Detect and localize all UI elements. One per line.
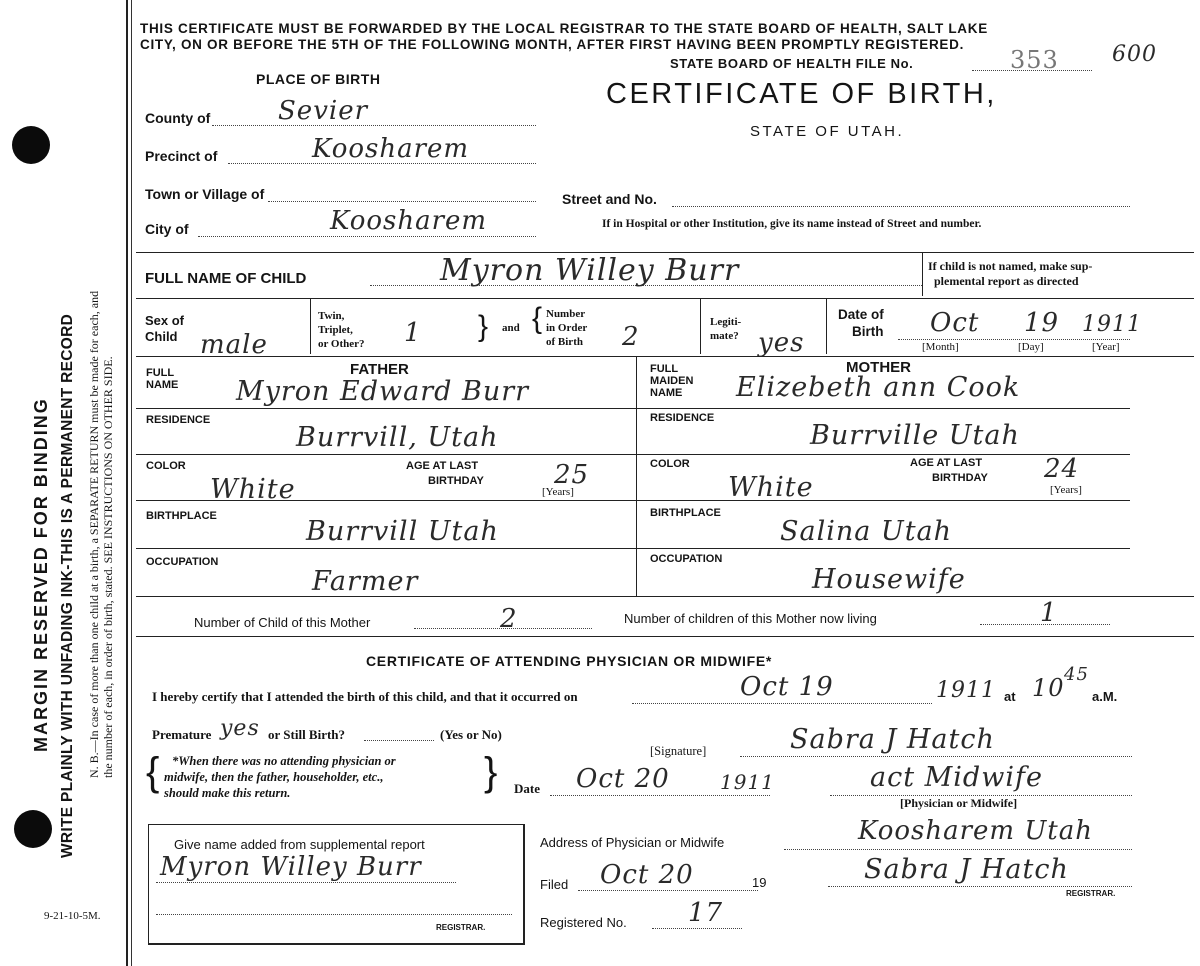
date-value: Oct 20 (576, 764, 670, 794)
order-label-2: in Order (546, 322, 588, 334)
order-divider (700, 298, 701, 354)
town-rule (268, 201, 536, 202)
registrar-label: REGISTRAR. (1066, 889, 1116, 898)
mother-age-label-2: BIRTHDAY (932, 472, 988, 484)
at-label: at (1004, 689, 1016, 704)
father-row3-rule (136, 500, 636, 501)
supplemental-registrar-label: REGISTRAR. (436, 923, 486, 932)
father-fullname-label-2: NAME (146, 379, 179, 391)
date-label: Date (514, 781, 540, 796)
order-value: 2 (622, 322, 640, 352)
margin-binding-text: MARGIN RESERVED FOR BINDING (31, 397, 51, 752)
father-age-value: 25 (554, 460, 590, 490)
time-min: 45 (1064, 664, 1089, 685)
dob-day-caption: [Day] (1018, 341, 1044, 353)
dob-rule (898, 339, 1130, 340)
mother-fullname-label-2: MAIDEN (650, 375, 694, 387)
file-no-extra: 600 (1112, 42, 1157, 67)
margin-nb-line2: the number of each, in order of birth, stated. SEE INSTRUCTIONS ON OTHER SIDE. (101, 356, 115, 778)
mother-occupation-label: OCCUPATION (650, 553, 723, 565)
mother-row3-rule (636, 500, 1130, 501)
order-brace: { (532, 302, 543, 335)
binding-hole-top (12, 126, 50, 164)
county-rule (212, 125, 536, 126)
not-named-note-1: If child is not named, make sup- (928, 259, 1093, 273)
note-line-1: *When there was no attending physician or (172, 754, 396, 768)
role-value: act Midwife (870, 762, 1043, 793)
city-label: City of (145, 221, 189, 237)
binding-hole-bottom (14, 810, 52, 848)
filed-year-prefix: 19 (752, 875, 767, 890)
mother-age-label-1: AGE AT LAST (910, 457, 983, 469)
note-line-3: should make this return. (164, 786, 291, 800)
signature-label: [Signature] (650, 744, 707, 758)
date-year: 1911 (720, 770, 775, 794)
sex-label-1: Sex of (145, 313, 185, 328)
address-label: Address of Physician or Midwife (540, 835, 725, 850)
yes-no-label: (Yes or No) (440, 727, 502, 742)
father-age-label-1: AGE AT LAST (406, 460, 479, 472)
date-rule (550, 795, 770, 796)
father-occupation-value: Farmer (312, 566, 419, 597)
certificate-subtitle: STATE OF UTAH. (750, 123, 905, 140)
legit-label-2: mate? (710, 330, 739, 342)
certify-text: I hereby certify that I attended the birth of this child, and that it occurred on (152, 689, 578, 704)
signature-rule (740, 756, 1132, 757)
father-color-label: COLOR (146, 460, 186, 472)
father-residence-label: RESIDENCE (146, 414, 211, 426)
father-years-caption: [Years] (542, 486, 574, 498)
street-label: Street and No. (562, 191, 657, 207)
note-brace-left: { (146, 750, 160, 794)
filed-rule (578, 890, 758, 891)
mother-years-caption: [Years] (1050, 484, 1082, 496)
order-label-3: of Birth (546, 336, 583, 348)
father-row4-rule (136, 548, 636, 549)
still-birth-rule (364, 740, 434, 741)
not-named-note-2: plemental report as directed (934, 274, 1079, 288)
header-notice-1: THIS CERTIFICATE MUST BE FORWARDED BY THE LOCAL REGISTRAR TO THE STATE BOARD OF HEALTH, SALT LAKE (140, 21, 988, 36)
physician-heading: CERTIFICATE OF ATTENDING PHYSICIAN OR MIDWIFE* (366, 653, 773, 669)
file-no-value: 353 (1010, 46, 1059, 74)
mother-birthplace-label: BIRTHPLACE (650, 507, 721, 519)
children-count-value: 2 (500, 604, 518, 634)
dob-label-2: Birth (852, 324, 884, 339)
registrar-signature: Sabra J Hatch (864, 854, 1069, 885)
header-notice-2: CITY, ON OR BEFORE THE 5TH OF THE FOLLOWING MONTH, AFTER FIRST HAVING BEEN PROMPTLY REGISTERED. (140, 37, 965, 52)
father-row1-rule (136, 408, 636, 409)
sex-row-top-rule (136, 298, 1194, 299)
county-label: County of (145, 110, 211, 126)
father-fullname-label-1: FULL (146, 367, 175, 379)
mother-color-value: White (728, 472, 814, 503)
father-fullname-value: Myron Edward Burr (236, 376, 530, 407)
legit-label-1: Legiti- (710, 316, 742, 328)
living-count-label: Number of children of this Mother now living (624, 611, 877, 626)
mother-occupation-value: Housewife (812, 564, 966, 595)
filed-value: Oct 20 (600, 860, 694, 890)
address-rule (784, 849, 1132, 850)
registrar-sign-rule (828, 886, 1132, 887)
note-brace-right: } (484, 750, 498, 794)
hospital-note: If in Hospital or other Institution, give its name instead of Street and number. (602, 218, 982, 230)
legit-value: yes (758, 328, 805, 358)
parents-top-rule (136, 356, 1194, 357)
precinct-value: Koosharem (312, 134, 470, 164)
margin-nb-line1: N. B.—In case of more than one child at a birth, a SEPARATE RETURN must be made for each, and (87, 290, 101, 778)
father-age-label-2: BIRTHDAY (428, 475, 484, 487)
certificate-title: CERTIFICATE OF BIRTH, (606, 78, 997, 110)
address-value: Koosharem Utah (858, 816, 1093, 846)
dob-label-1: Date of (838, 307, 884, 322)
mother-residence-label: RESIDENCE (650, 412, 715, 424)
mother-fullname-label-3: NAME (650, 387, 683, 399)
file-no-label: STATE BOARD OF HEALTH FILE No. (670, 56, 914, 71)
role-caption: [Physician or Midwife] (900, 796, 1018, 810)
order-label-1: Number (546, 308, 586, 320)
mother-fullname-label-1: FULL (650, 363, 679, 375)
child-name-label: FULL NAME OF CHILD (145, 270, 307, 287)
note-line-2: midwife, then the father, householder, etc., (164, 770, 384, 784)
child-name-value: Myron Willey Burr (440, 253, 740, 288)
supplemental-rule-2 (156, 914, 512, 915)
mother-row4-rule (636, 548, 1130, 549)
still-birth-label: or Still Birth? (268, 727, 346, 742)
margin-ink-text: WRITE PLAINLY WITH UNFADING INK-THIS IS A PERMANENT RECORD (59, 313, 76, 858)
and-label: and (502, 322, 520, 334)
dob-month-caption: [Month] (922, 341, 959, 353)
signature-value: Sabra J Hatch (790, 724, 995, 755)
mother-heading: MOTHER (846, 359, 911, 376)
dob-day: 19 (1024, 308, 1060, 338)
county-value: Sevier (278, 96, 369, 126)
counts-top-rule (136, 596, 1194, 597)
town-label: Town or Village of (145, 186, 265, 202)
form-code: 9-21-10-5M. (44, 910, 101, 922)
occurred-rule (632, 703, 932, 704)
premature-label: Premature (152, 727, 212, 742)
father-row2-rule (136, 454, 636, 455)
frame-left-rule-inner (131, 0, 132, 966)
place-heading: PLACE OF BIRTH (256, 71, 381, 87)
father-heading: FATHER (350, 361, 409, 378)
twin-value: 1 (404, 318, 422, 348)
children-count-label: Number of Child of this Mother (194, 615, 371, 630)
sex-value: male (200, 330, 268, 360)
twin-label-1: Twin, (318, 310, 345, 322)
supplemental-rule-1 (156, 882, 456, 883)
city-rule (198, 236, 536, 237)
father-occupation-label: OCCUPATION (146, 556, 219, 568)
legit-divider (826, 298, 827, 354)
street-rule (672, 206, 1130, 207)
occurred-year: 1911 (936, 678, 996, 703)
living-count-value: 1 (1040, 598, 1058, 628)
twin-brace: } (478, 310, 489, 343)
premature-value: yes (220, 716, 260, 741)
parents-center-divider (636, 356, 637, 596)
sex-label-2: Child (145, 329, 178, 344)
supplemental-value: Myron Willey Burr (160, 852, 422, 882)
counts-bottom-rule (136, 636, 1194, 637)
occurred-date: Oct 19 (740, 672, 834, 702)
registered-rule (652, 928, 742, 929)
mother-age-value: 24 (1044, 454, 1080, 484)
father-birthplace-label: BIRTHPLACE (146, 510, 217, 522)
dob-year: 1911 (1082, 312, 1142, 337)
registered-value: 17 (688, 898, 724, 928)
filed-label: Filed (540, 877, 569, 892)
frame-left-rule (126, 0, 128, 966)
supplemental-heading: Give name added from supplemental report (174, 837, 425, 852)
mother-fullname-value: Elizebeth ann Cook (736, 372, 1021, 403)
sex-divider (310, 298, 311, 354)
city-value: Koosharem (330, 206, 488, 236)
father-birthplace-value: Burrvill Utah (306, 516, 499, 547)
name-row-divider (922, 252, 923, 296)
father-color-value: White (210, 474, 296, 505)
twin-label-3: or Other? (318, 338, 365, 350)
dob-year-caption: [Year] (1092, 341, 1120, 353)
mother-birthplace-value: Salina Utah (780, 516, 953, 547)
dob-month: Oct (930, 308, 980, 338)
mother-row1-rule (636, 408, 1130, 409)
precinct-label: Precinct of (145, 148, 218, 164)
twin-label-2: Triplet, (318, 324, 353, 336)
time-hour: 10 (1032, 674, 1065, 702)
father-residence-value: Burrvill, Utah (296, 422, 499, 453)
mother-color-label: COLOR (650, 458, 690, 470)
time-suffix: a.M. (1092, 689, 1118, 704)
mother-residence-value: Burrville Utah (810, 420, 1020, 451)
registered-label: Registered No. (540, 915, 627, 930)
